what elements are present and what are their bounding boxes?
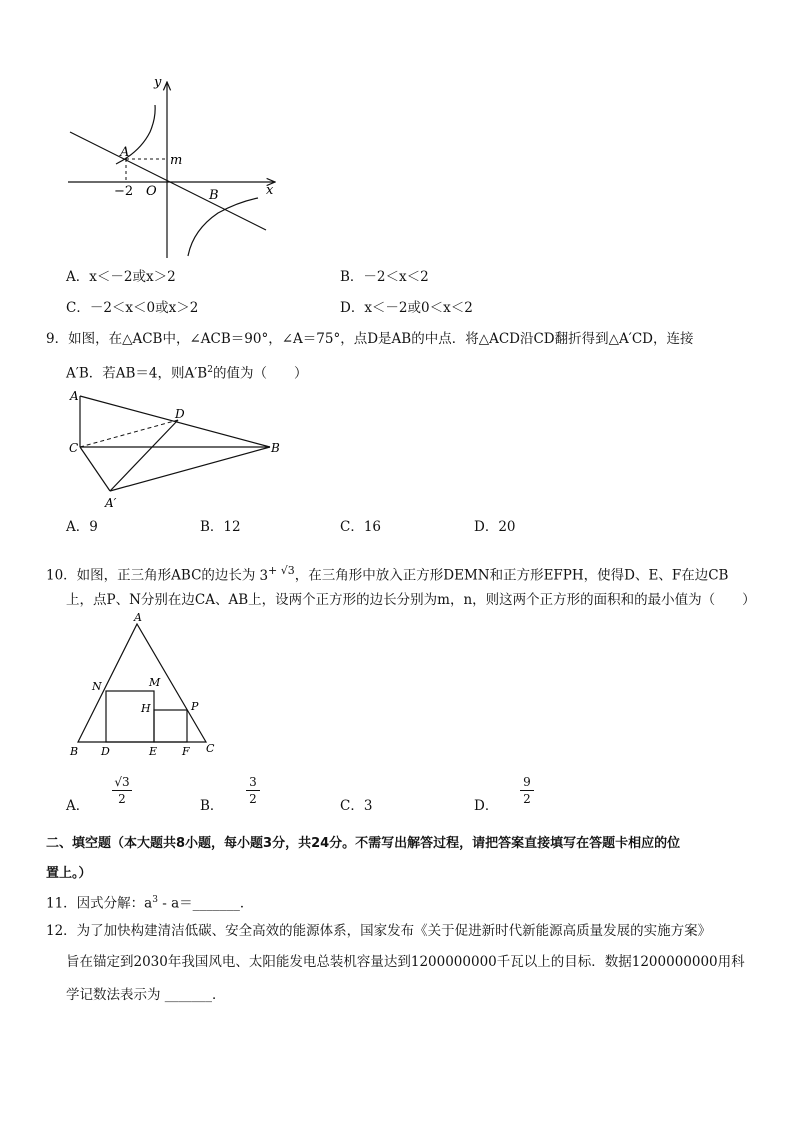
q8-option-c: C．－2＜x＜0或x＞2 [66, 300, 199, 316]
q10-option-d-numerator: 9 [523, 775, 531, 789]
q10-stem-line2: 上，点P、N分别在边CA、AB上，设两个正方形的边长分别为m，n，则这两个正方形的面积和的最小值为（ ） [66, 592, 756, 608]
q8-coordinate-figure [60, 70, 290, 270]
neg2-label: −2 [114, 184, 134, 199]
q10-option-a-prefix: A． [66, 798, 90, 814]
q8-option-d: D．x＜－2或0＜x＜2 [340, 300, 473, 316]
q12-stem-line1: 12．为了加快构建清洁低碳、安全高效的能源体系，国家发布《关于促进新时代新能源高质量发展的实施方案》 [46, 923, 712, 939]
section2-heading-line1: 二、填空题（本大题共8小题，每小题3分，共24分。不需写出解答过程，请把答案直接填写在答题卡相应的位 [46, 836, 681, 851]
q10-option-c: C．3 [340, 798, 373, 814]
q9-stem-line1: 9．如图，在△ACB中，∠ACB＝90°，∠A＝75°，点D是AB的中点．将△ACD沿CD翻折得到△A′CD，连接 [46, 331, 694, 347]
m-label: m [170, 153, 183, 168]
q12-stem-line2: 旨在锚定到2030年我国风电、太阳能发电总装机容量达到1200000000千瓦以上的目标．数据1200000000用科 [66, 954, 745, 970]
q10-option-b-numerator: 3 [249, 775, 257, 789]
q12-stem-line3: 学记数法表示为 _______． [66, 987, 226, 1003]
q10-label-c: C [206, 742, 215, 755]
origin-label: O [146, 184, 157, 199]
q9-stem-sup: 2 [207, 365, 213, 375]
q10-label-e: E [149, 745, 158, 758]
q9-triangle-figure [60, 385, 300, 515]
q10-option-b-fraction [246, 775, 260, 806]
q9-label-c: C [69, 441, 79, 455]
q10-option-b-denominator: 2 [249, 792, 257, 806]
q10-stem-line1-post: ，在三角形中放入正方形DEMN和正方形EFPH，使得D、E、F在边CB [294, 567, 729, 584]
q10-option-d-prefix: D． [474, 798, 499, 814]
q9-stem-line2-post: 的值为（ ） [212, 365, 308, 382]
point-b-label: B [209, 188, 219, 203]
q10-label-n: N [92, 680, 102, 693]
linear-function-line [70, 132, 266, 230]
q10-option-a-denominator: 2 [118, 792, 126, 806]
q9-option-a: A．9 [66, 519, 98, 535]
q9-option-c: C．16 [340, 519, 382, 535]
q9-label-a: A [70, 389, 79, 403]
q9-label-a-prime: A′ [105, 496, 117, 510]
q10-label-p: P [191, 700, 199, 713]
x-axis-label: x [266, 183, 274, 198]
q8-option-a: A．x＜－2或x＞2 [66, 269, 176, 285]
q9-stem-line2 [66, 361, 307, 383]
y-axis-label: y [154, 75, 162, 90]
q9-option-d: D．20 [474, 519, 516, 535]
q9-option-b: B．12 [200, 519, 241, 535]
q10-label-a: A [134, 611, 142, 624]
q10-option-d-fraction [520, 775, 534, 806]
q10-label-d: D [101, 745, 110, 758]
q10-label-h: H [141, 702, 151, 715]
q9-stem-line2-pre: A′B．若AB＝4，则A′B [66, 365, 208, 382]
section2-heading-line2: 置上。） [46, 866, 92, 881]
q8-option-b: B．－2＜x＜2 [340, 269, 429, 285]
q10-option-a-numerator: √3 [114, 775, 130, 789]
hyperbola-branch-lower [188, 198, 258, 256]
q10-option-b-prefix: B． [200, 798, 224, 814]
q10-triangle-figure [60, 612, 240, 762]
q10-label-m: M [149, 676, 161, 689]
q9-label-b: B [271, 441, 280, 455]
q10-option-d-denominator: 2 [523, 792, 531, 806]
q11-post: - a＝_______． [157, 895, 254, 912]
q10-stem-line1 [46, 562, 728, 585]
q11-stem [46, 891, 253, 913]
q10-option-a-fraction [112, 775, 132, 806]
q10-label-f: F [182, 745, 190, 758]
q10-side-sqrt: + √3 [268, 564, 295, 577]
q10-label-b: B [70, 745, 79, 758]
q11-sup: 3 [152, 895, 158, 905]
q10-side-base: 3 [259, 567, 269, 584]
q11-pre: 11．因式分解：a [46, 895, 153, 912]
q9-label-d: D [175, 407, 185, 421]
point-a-label: A [120, 145, 130, 160]
q10-stem-line1-pre: 10．如图，正三角形ABC的边长为 [46, 567, 256, 584]
